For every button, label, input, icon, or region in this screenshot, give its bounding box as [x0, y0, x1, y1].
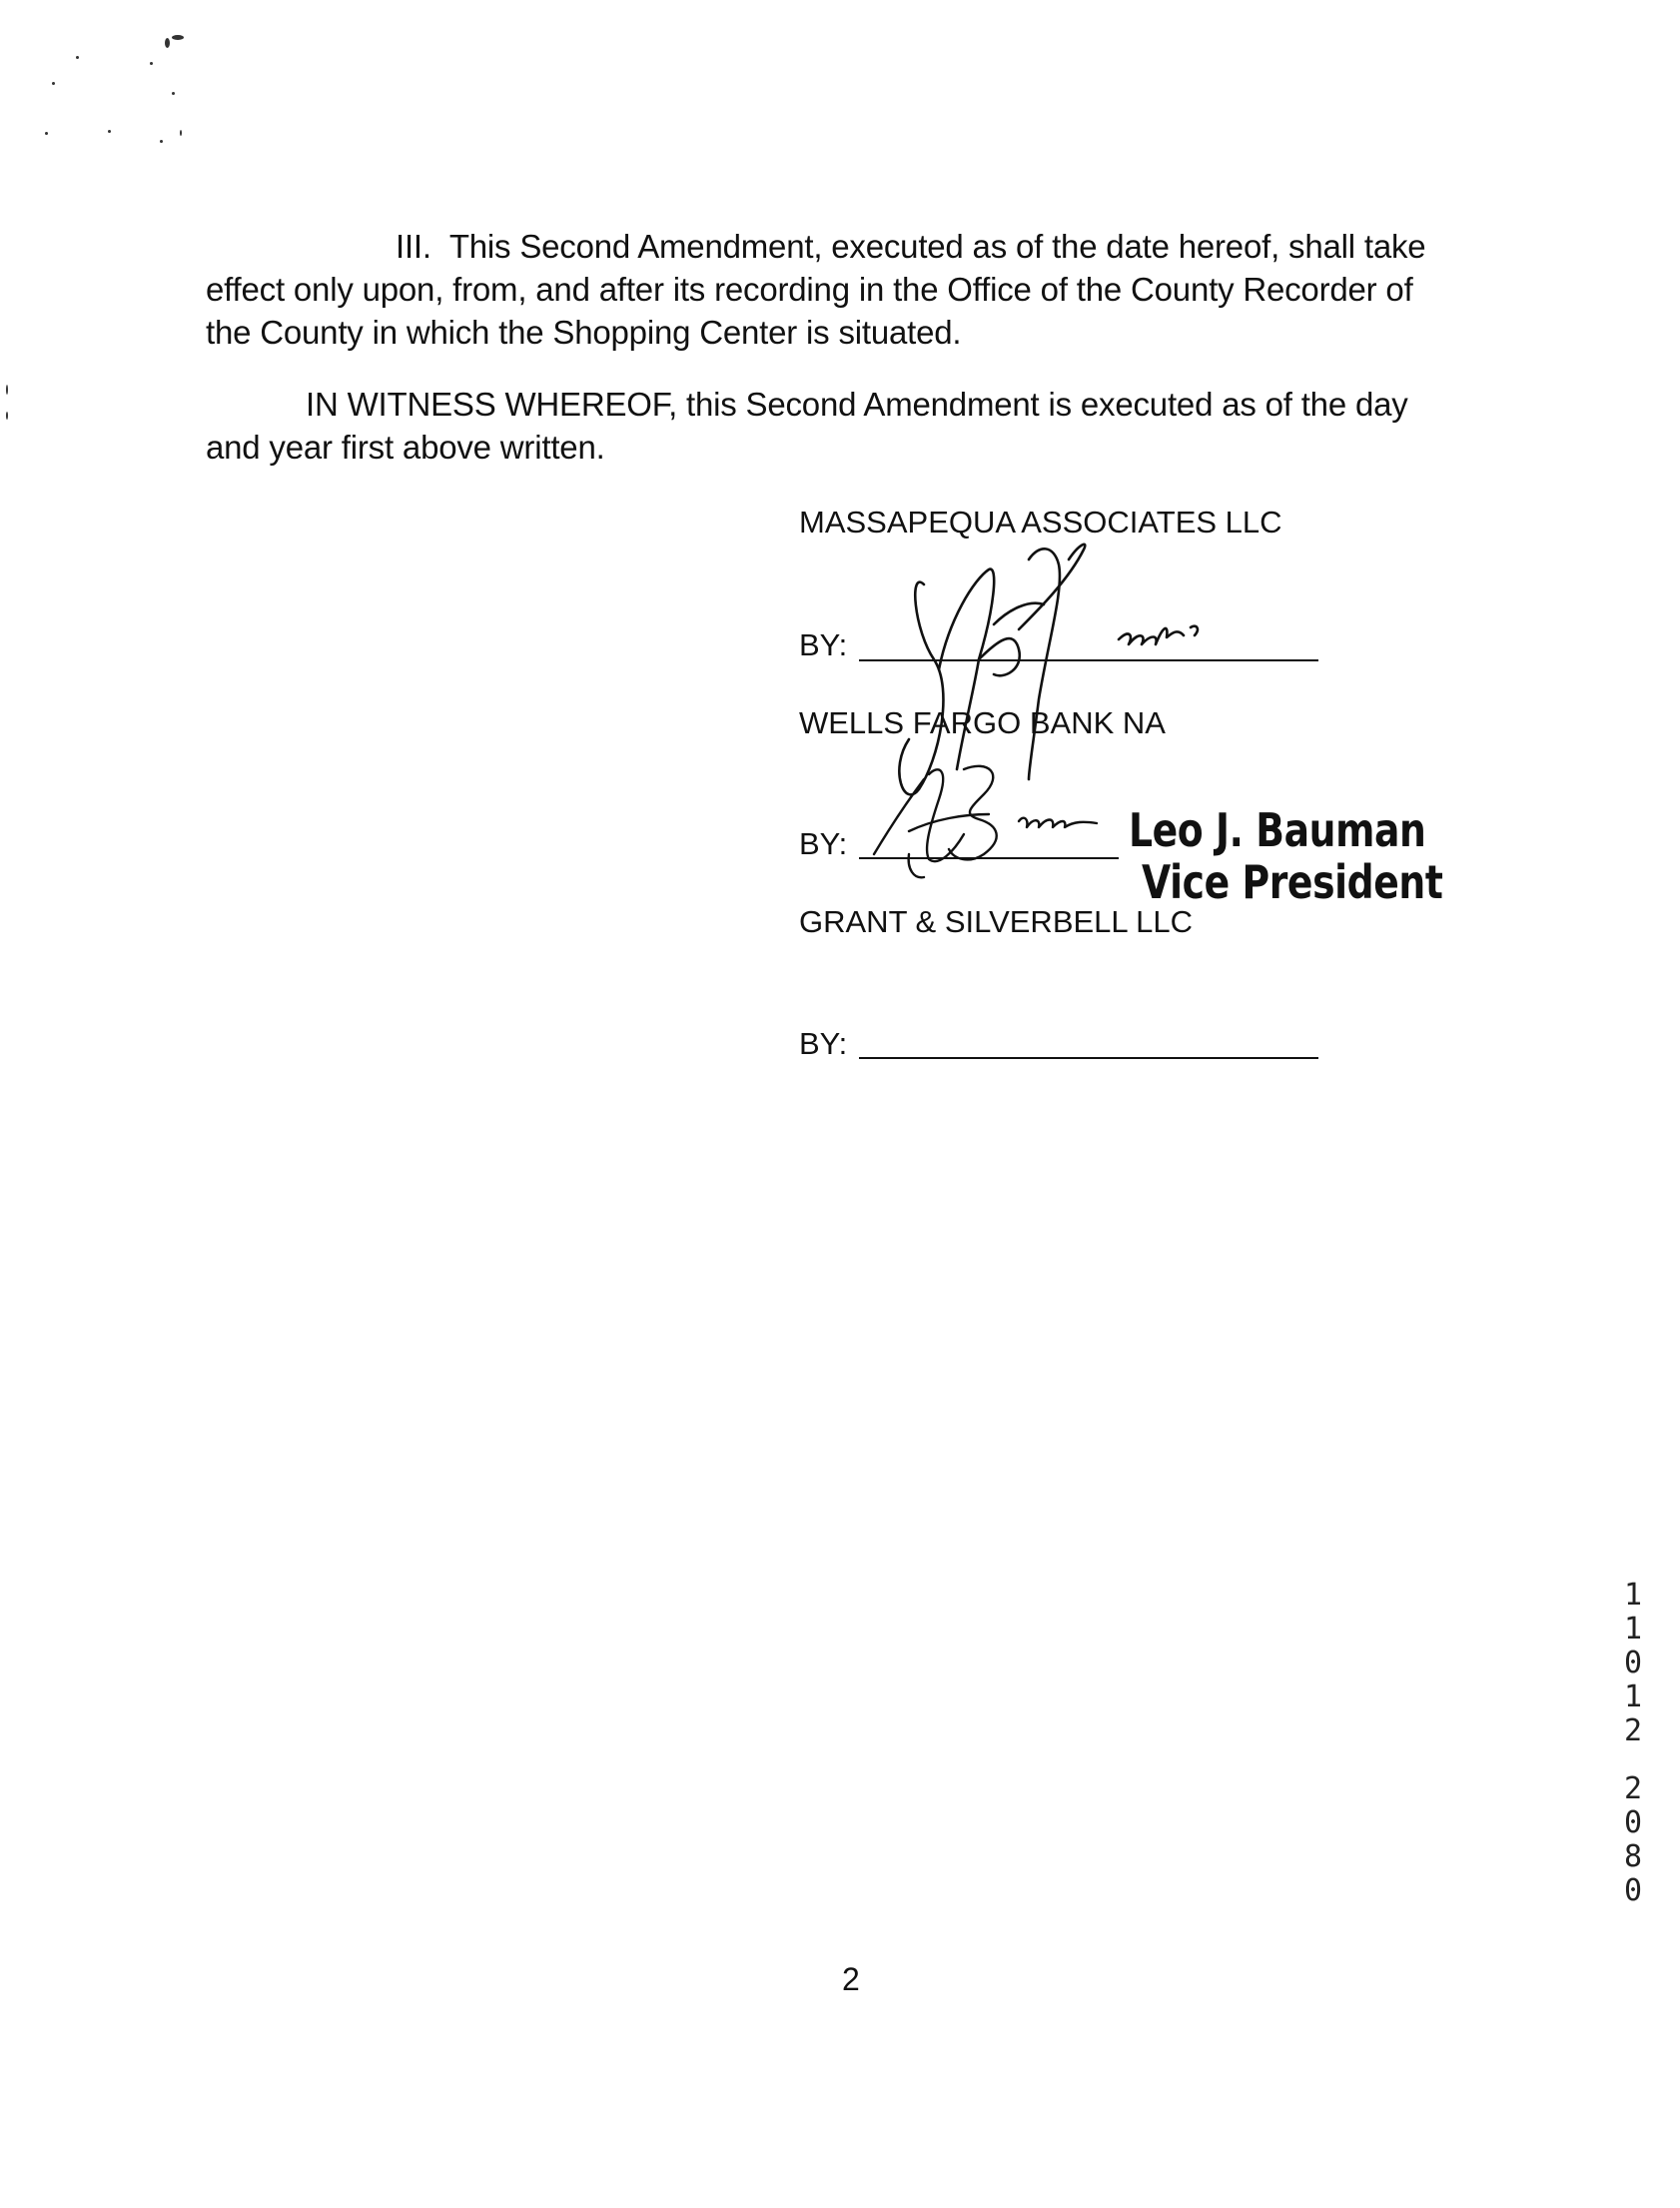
recording-digit-gap: [1618, 1748, 1648, 1772]
recording-digit: 0: [1623, 1805, 1643, 1840]
scan-speck: [45, 132, 48, 135]
recording-digit: 1: [1623, 1679, 1643, 1714]
paragraph-text-line: This Second Amendment, executed as of the date hereof, shall take: [448, 228, 1426, 265]
signatory-entity-name: WELLS FARGO BANK NA: [799, 705, 1166, 740]
section-number: III.: [396, 228, 431, 265]
by-label: BY:: [799, 826, 848, 861]
scan-speck: [52, 82, 55, 85]
recording-digit: 8: [1623, 1839, 1643, 1874]
scan-speck: [6, 412, 8, 420]
witness-paragraph: [206, 383, 1464, 469]
scan-speck: [165, 38, 170, 48]
recording-digit: 1: [1623, 1612, 1643, 1647]
by-label: BY:: [799, 1026, 848, 1061]
signatory-entity-name: GRANT & SILVERBELL LLC: [799, 904, 1193, 939]
recording-digit: 1: [1623, 1578, 1643, 1613]
scan-speck: [172, 35, 184, 40]
scan-speck: [76, 56, 79, 59]
by-label: BY:: [799, 627, 848, 662]
paragraph-text-line: IN WITNESS WHEREOF, this Second Amendment is executed as of the day: [306, 386, 1408, 423]
handwritten-signature: [869, 759, 1149, 889]
scan-speck: [180, 130, 182, 136]
signer-title-stamp: Vice President: [1142, 855, 1443, 909]
recording-digit: 2: [1623, 1771, 1643, 1806]
page-number: 2: [842, 1961, 860, 1997]
recording-digit: 2: [1623, 1713, 1643, 1748]
paragraph-text-line: effect only upon, from, and after its recording in the Office of the County Recorder of: [206, 271, 1413, 308]
scan-speck: [6, 385, 8, 395]
recording-digit: 0: [1623, 1646, 1643, 1680]
scan-speck: [160, 140, 163, 143]
paragraph-text-line: and year first above written.: [206, 429, 605, 466]
recording-digit: 0: [1623, 1873, 1643, 1908]
scan-speck: [150, 62, 153, 65]
paragraph-section-iii: [206, 225, 1464, 354]
scan-speck: [172, 92, 175, 95]
signature-line: [859, 1057, 1318, 1059]
paragraph-text-line: the County in which the Shopping Center is situated.: [206, 314, 962, 351]
recording-number: [1618, 1579, 1648, 1908]
signatory-entity-name: MASSAPEQUA ASSOCIATES LLC: [799, 505, 1282, 540]
scan-speck: [108, 130, 111, 133]
signer-name-stamp: Leo J. Bauman: [1129, 803, 1426, 857]
